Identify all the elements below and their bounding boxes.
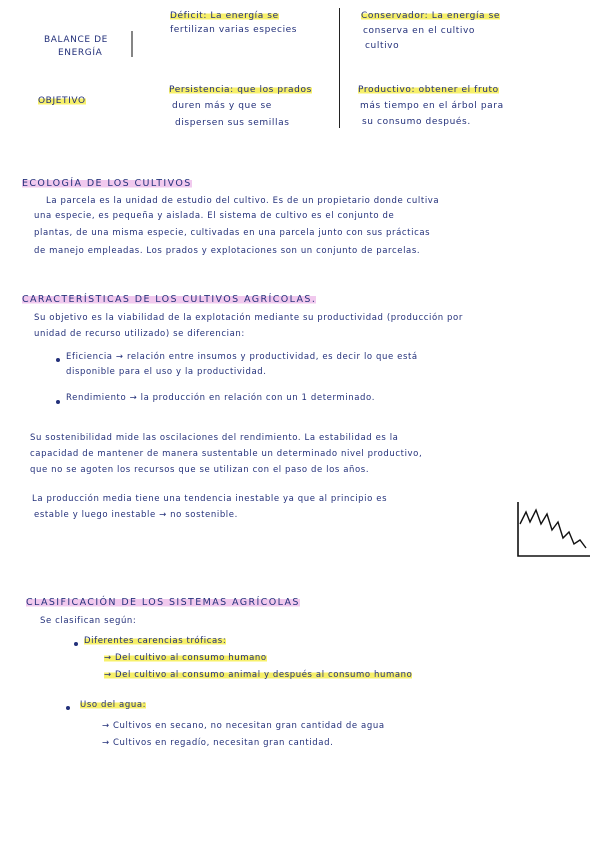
objetivo-right-line1: Productivo: obtener el fruto — [358, 85, 499, 95]
bracket-mark — [127, 29, 137, 59]
carencias-label: Diferentes carencias tróficas: — [84, 636, 227, 646]
sostenibilidad-line2: capacidad de mantener de manera sustentable un determinado nivel productivo, — [30, 449, 423, 459]
balance-left-line2: fertilizan varias especies — [170, 25, 298, 35]
caracteristicas-intro-line1: Su objetivo es la viabilidad de la explotación mediante su productividad (producción por — [34, 313, 463, 323]
balance-right-line1: Conservador: La energía se — [361, 11, 501, 21]
objetivo-left-line3: dispersen sus semillas — [175, 118, 290, 128]
agua-sub2: → Cultivos en regadío, necesitan gran cantidad. — [102, 738, 334, 748]
objetivo-right-line3: su consumo después. — [362, 117, 471, 127]
balance-right-line3: cultivo — [365, 41, 400, 51]
carencias-sub1: → Del cultivo al consumo humano — [104, 653, 267, 663]
bullet-eficiencia — [56, 358, 60, 362]
objetivo-label: OBJETIVO — [38, 96, 86, 106]
objetivo-left-line1: Persistencia: que los prados — [169, 85, 312, 95]
bullet-carencias — [74, 642, 78, 646]
carencias-sub2: → Del cultivo al consumo animal y después al consumo humano — [104, 670, 413, 680]
caracteristicas-intro-line2: unidad de recurso utilizado) se diferencian: — [34, 329, 245, 339]
sostenibilidad-line1: Su sostenibilidad mide las oscilaciones del rendimiento. La estabilidad es la — [30, 433, 399, 443]
balance-label-line2: ENERGÍA — [58, 48, 103, 58]
ecologia-line3: plantas, de una misma especie, cultivadas en una parcela junto con sus prácticas — [34, 228, 431, 238]
clasificacion-intro: Se clasifican según: — [40, 616, 137, 626]
balance-right-line2: conserva en el cultivo — [363, 26, 476, 36]
objetivo-left-line2: duren más y que se — [172, 101, 272, 111]
eficiencia-line1: Eficiencia → relación entre insumos y productividad, es decir lo que está — [66, 352, 418, 362]
sostenibilidad-line3: que no se agoten los recursos que se utilizan con el paso de los años. — [30, 465, 370, 475]
rendimiento-line: Rendimiento → la producción en relación con un 1 determinado. — [66, 393, 375, 403]
ecologia-line4: de manejo empleadas. Los prados y explotaciones son un conjunto de parcelas. — [34, 246, 421, 256]
agua-label: Uso del agua: — [80, 700, 147, 710]
objetivo-right-line2: más tiempo en el árbol para — [360, 101, 504, 111]
eficiencia-line2: disponible para el uso y la productividad. — [66, 367, 267, 377]
ecologia-line2: una especie, es pequeña y aislada. El sistema de cultivo es el conjunto de — [34, 211, 395, 221]
bullet-agua — [66, 706, 70, 710]
agua-sub1: → Cultivos en secano, no necesitan gran cantidad de agua — [102, 721, 385, 731]
balance-label-line1: BALANCE DE — [44, 35, 108, 45]
produccion-line2: estable y luego inestable → no sostenible. — [34, 510, 238, 520]
bullet-rendimiento — [56, 400, 60, 404]
balance-left-line1: Déficit: La energía se — [170, 11, 279, 21]
caracteristicas-heading: CARACTERÍSTICAS DE LOS CULTIVOS AGRÍCOLAS. — [22, 294, 317, 305]
ecologia-line1: La parcela es la unidad de estudio del cultivo. Es de un propietario donde cultiva — [46, 196, 440, 206]
trend-sketch-graph — [514, 500, 594, 560]
produccion-line1: La producción media tiene una tendencia inestable ya que al principio es — [32, 494, 388, 504]
ecologia-heading: ECOLOGÍA DE LOS CULTIVOS — [22, 178, 192, 189]
column-divider — [339, 8, 340, 128]
clasificacion-heading: CLASIFICACIÓN DE LOS SISTEMAS AGRÍCOLAS — [26, 597, 300, 608]
